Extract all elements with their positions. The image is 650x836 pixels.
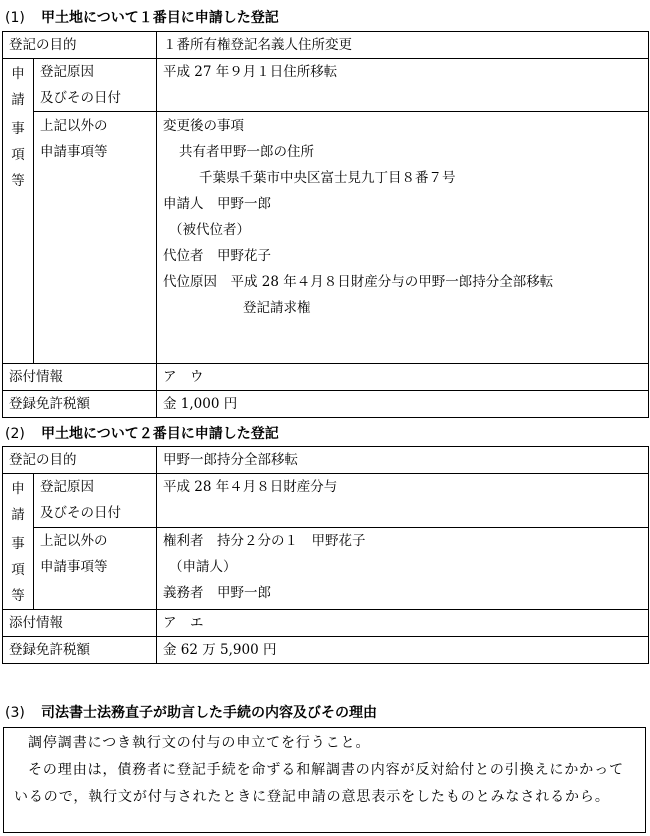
purpose-label: 登記の目的 (3, 447, 157, 474)
table-row (3, 474, 649, 528)
purpose-label: 登記の目的 (3, 32, 157, 59)
section1-number: (1) (5, 10, 25, 26)
other-line: 権利者 持分２分の１ 甲野花子 (163, 533, 366, 550)
table-row (3, 391, 649, 418)
advice-box (3, 727, 646, 833)
section2-table (2, 446, 649, 664)
other-label-line: 上記以外の (40, 533, 108, 550)
table-row (3, 364, 649, 391)
cause-label-line: 登記原因 (40, 64, 94, 80)
other-line: 千葉県千葉市中央区富士見九丁目８番７号 (199, 170, 456, 186)
side-label-vertical (3, 59, 34, 364)
section2-title: 甲土地について２番目に申請した登記 (41, 426, 279, 442)
cause-label (34, 59, 157, 112)
section1-title: 甲土地について１番目に申請した登記 (41, 10, 279, 26)
cause-label-line: 登記原因 (40, 479, 94, 495)
other-label-line: 申請事項等 (40, 144, 108, 160)
table-row (3, 610, 649, 637)
table-row (3, 112, 649, 364)
other-label (34, 112, 157, 364)
other-value (157, 528, 649, 610)
side-label-vertical (3, 474, 34, 610)
side-char: 請 (11, 507, 25, 523)
other-label-line: 上記以外の (40, 118, 108, 134)
side-char: 事 (11, 536, 25, 552)
attach-value: ア エ (157, 610, 649, 637)
tax-label: 登録免許税額 (3, 637, 157, 664)
section1-table (2, 31, 649, 418)
other-line: 申請人 甲野一郎 (163, 196, 271, 212)
table-row (3, 32, 649, 59)
other-label (34, 528, 157, 610)
purpose-value: １番所有権登記名義人住所変更 (157, 32, 649, 59)
cause-label-line: 及びその日付 (40, 90, 121, 106)
side-char: 等 (11, 173, 25, 189)
other-line: （被代位者） (169, 222, 250, 238)
side-char: 項 (11, 147, 25, 163)
cause-value: 平成 28 年４月８日財産分与 (157, 474, 649, 528)
table-row (3, 637, 649, 664)
section3-title: 司法書士法務直子が助言した手続の内容及びその理由 (41, 705, 377, 721)
other-line: 代位原因 平成 28 年４月８日財産分与の甲野一郎持分全部移転 (163, 274, 554, 290)
attach-label: 添付情報 (3, 364, 157, 391)
cause-value: 平成 27 年９月１日住所移転 (157, 59, 649, 112)
attach-value: ア ウ (157, 364, 649, 391)
other-line: 変更後の事項 (163, 118, 244, 134)
other-value (157, 112, 649, 364)
table-row (3, 447, 649, 474)
attach-label: 添付情報 (3, 610, 157, 637)
section2-heading (5, 423, 279, 443)
side-char: 事 (11, 121, 25, 137)
reason-paragraph: その理由は，債務者に登記手続を命ずる和解調書の内容が反対給付との引換えにかかっているので，執行文が付与されたときに登記申請の意思表示をしたものとみなされるから。 (14, 762, 624, 805)
table-row (3, 59, 649, 112)
other-line: 共有者甲野一郎の住所 (179, 144, 314, 160)
side-char: 申 (11, 481, 25, 497)
tax-value: 金 1,000 円 (157, 391, 649, 418)
other-line: （申請人） (169, 559, 237, 576)
section3-number: (3) (5, 705, 25, 721)
other-line: 義務者 甲野一郎 (163, 585, 271, 602)
side-char: 請 (11, 92, 25, 108)
section1-heading (5, 7, 279, 27)
section3-heading (5, 702, 377, 722)
advice-paragraph: 調停調書につき執行文の付与の申立てを行うこと。 (28, 735, 371, 751)
cause-label (34, 474, 157, 528)
tax-label: 登録免許税額 (3, 391, 157, 418)
other-label-line: 申請事項等 (40, 559, 108, 576)
side-char: 項 (11, 562, 25, 578)
table-row (3, 528, 649, 610)
side-char: 等 (11, 588, 25, 604)
tax-value: 金 62 万 5,900 円 (157, 637, 649, 664)
section2-number: (2) (5, 426, 25, 442)
other-line: 登記請求権 (243, 300, 311, 316)
purpose-value: 甲野一郎持分全部移転 (157, 447, 649, 474)
side-char: 申 (11, 66, 25, 82)
other-line: 代位者 甲野花子 (163, 248, 271, 264)
cause-label-line: 及びその日付 (40, 505, 121, 521)
